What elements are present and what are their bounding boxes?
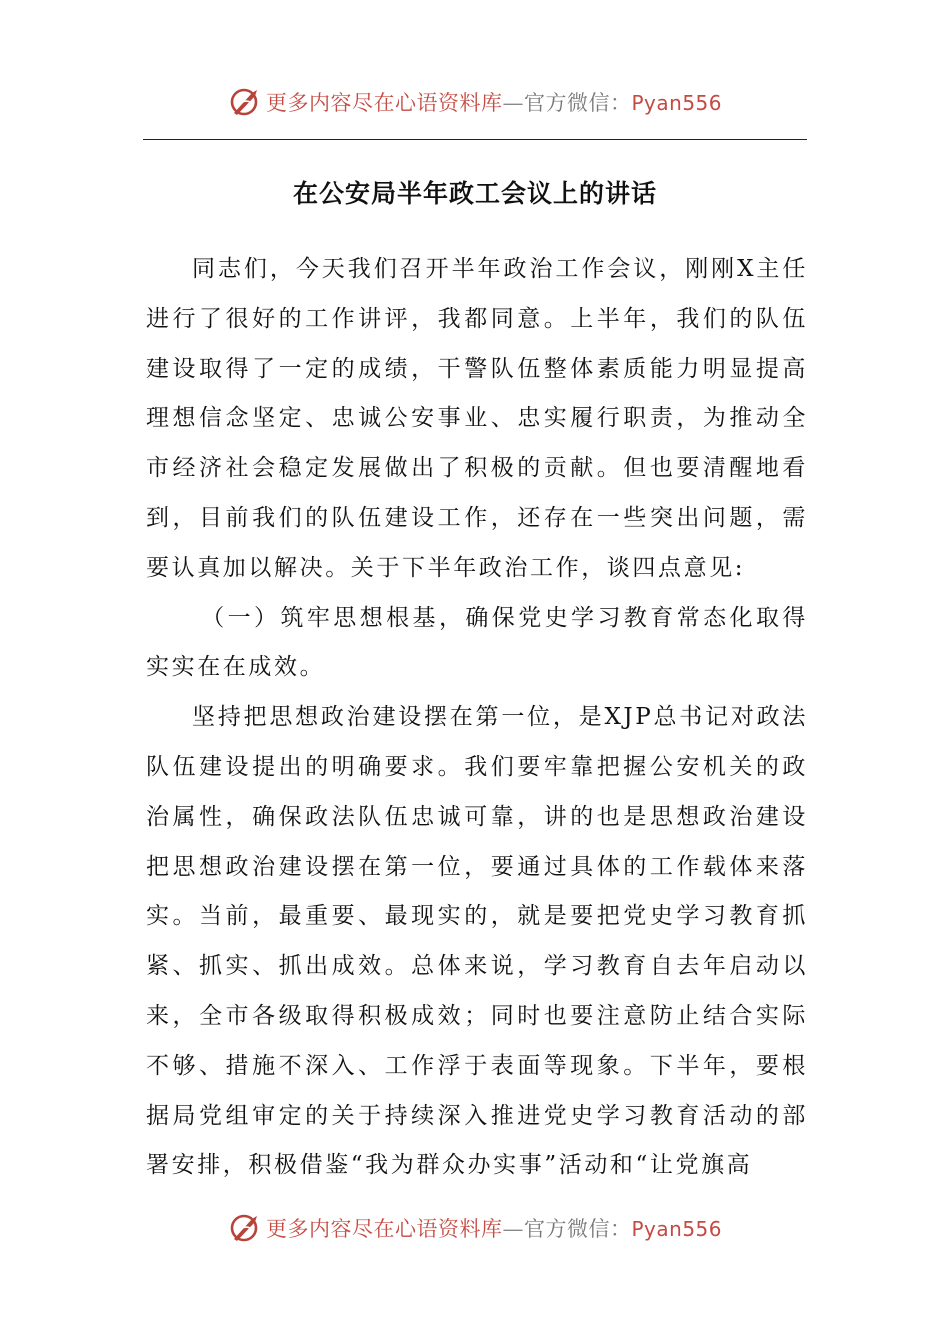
watermark-wechat-label: 官方微信：: [524, 1217, 632, 1241]
watermark-library-text: 更多内容尽在心语资料库: [266, 1217, 503, 1241]
watermark-dash: —: [502, 1217, 524, 1241]
document-body: [146, 245, 808, 1191]
body-paragraph: 坚持把思想政治建设摆在第一位，是XJP总书记对政法队伍建设提出的明确要求。我们要牢靠把握公安机关的政治属性，确保政法队伍忠诚可靠，讲的也是思想政治建设把思想政治建设摆在第一位，要通过具体的工作载体来落实。当前，最重要、最现实的，就是要把党史学习教育抓紧、抓实、抓出成效。总体来说，学习教育自去年启动以来，全市各级取得积极成效；同时也要注意防止结合实际不够、措施不深入、工作浮于表面等现象。下半年，要根据局党组审定的关于持续深入推进党史学习教育活动的部署安排，积极借鉴“我为群众办实事”活动和“让党旗高: [146, 704, 808, 1179]
watermark-banner-top: [0, 83, 950, 123]
header-divider: [143, 139, 807, 140]
watermark-banner-bottom: [0, 1209, 950, 1249]
document-title: 在公安局半年政工会议上的讲话: [292, 179, 657, 208]
body-paragraph: 同志们，今天我们召开半年政治工作会议，刚刚X主任进行了很好的工作讲评，我都同意。上半年，我们的队伍建设取得了一定的成绩，干警队伍整体素质能力明显提高理想信念坚定、忠诚公安事业、忠实履行职责，为推动全市经济社会稳定发展做出了积极的贡献。但也要清醒地看到，目前我们的队伍建设工作，还存在一些突出问题，需要认真加以解决。关于下半年政治工作，谈四点意见:: [146, 256, 808, 581]
watermark-wechat-label: 官方微信：: [524, 91, 632, 115]
watermark-wechat-id: Pyan556: [631, 91, 723, 115]
watermark-dash: —: [502, 91, 524, 115]
watermark-text: [266, 1215, 722, 1243]
watermark-library-text: 更多内容尽在心语资料库: [266, 91, 503, 115]
section-heading: （一）筑牢思想根基，确保党史学习教育常态化取得实实在在成效。: [146, 604, 808, 681]
pen-logo-icon: [228, 1211, 262, 1245]
pen-logo-icon: [228, 85, 262, 119]
watermark-wechat-id: Pyan556: [631, 1217, 723, 1241]
watermark-text: [266, 89, 722, 117]
